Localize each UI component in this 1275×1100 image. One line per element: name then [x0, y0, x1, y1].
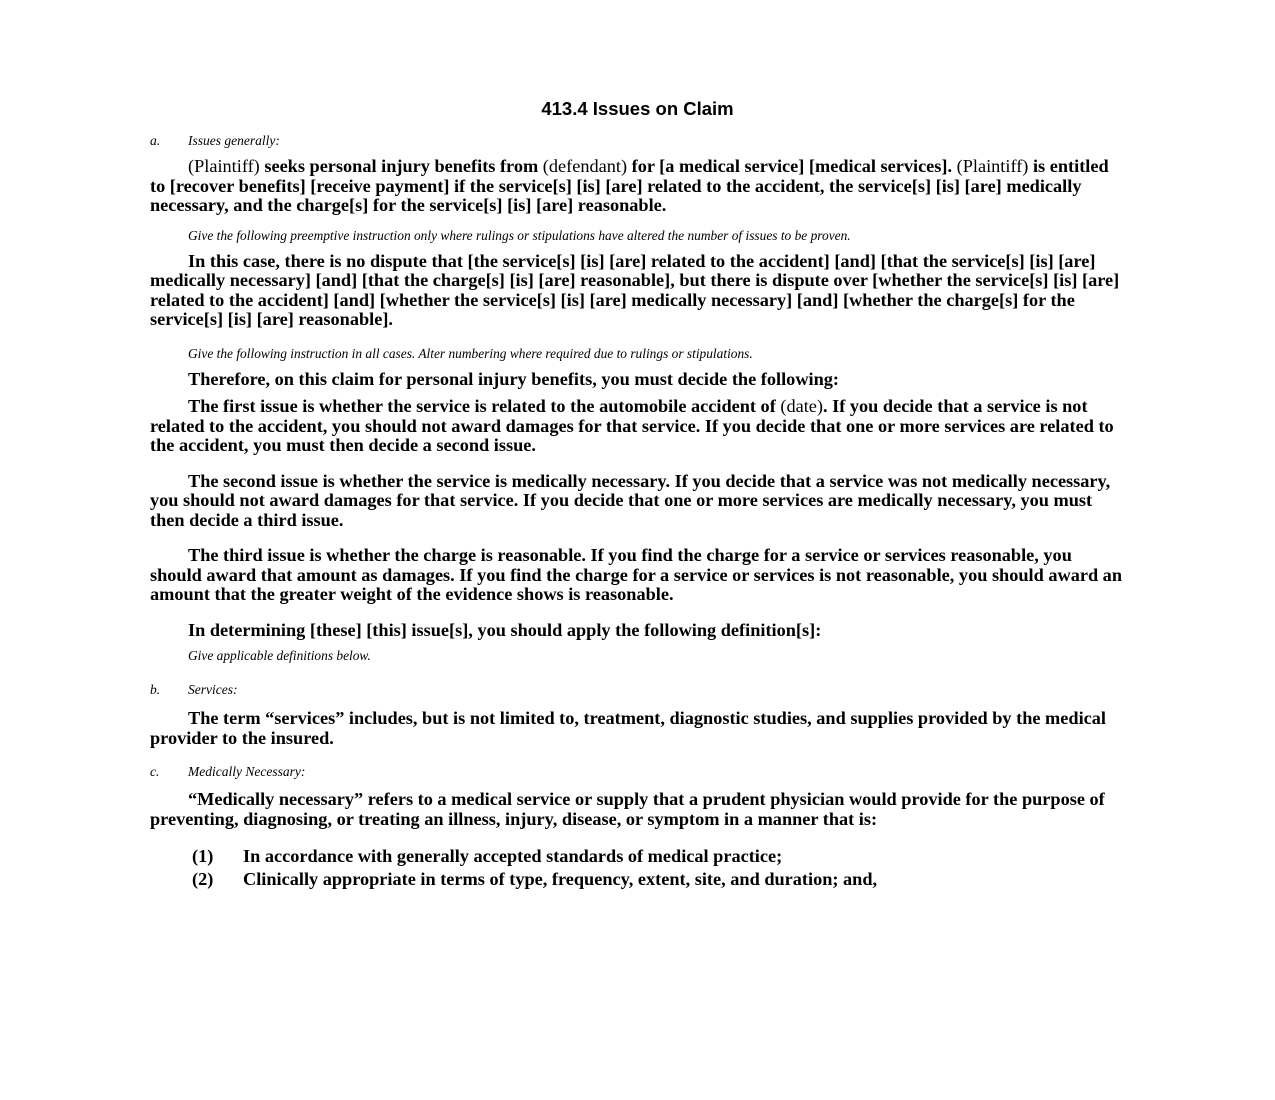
list-item	[192, 868, 1125, 891]
date-placeholder: (date)	[780, 396, 823, 416]
plaintiff-placeholder: (Plaintiff)	[956, 156, 1029, 176]
paragraph-third-issue: The third issue is whether the charge is reasonable. If you find the charge for a service or services reasonable, you should award that amount as damages. If you find the charge for a service or services is not reasonable, you should award an amount that the greater weight of the evidence shows is reasonable.	[150, 545, 1122, 604]
paragraph-first-issue	[150, 397, 1125, 456]
paragraph-second-issue: The second issue is whether the service is medically necessary. If you decide that a service was not medically necessary, you should not award damages for that service. If you decide that one or more services are medically necessary, you must then decide a third issue.	[150, 470, 1111, 530]
claim-text: is entitled to [recover benefits] [receive payment] if the service[s] [is] [are] related to the accident, the service[s] [is] [are] medically necessary, and the charge[s] for the service[s] [is] [are] reasonable.	[150, 156, 1109, 215]
section-a-heading	[150, 133, 1125, 149]
section-c-label: Medically Necessary:	[188, 764, 306, 779]
issue-text: . If you decide that a service is not related to the accident, you should not award damages for that service. If you decide that one or more services are related to the accident, you must then decide a second issue.	[150, 396, 1114, 455]
section-c-heading	[150, 764, 1125, 780]
section-c-letter: c.	[150, 764, 160, 779]
paragraph-medically-necessary-definition: “Medically necessary” refers to a medical service or supply that a prudent physician would provide for the purpose of preventing, diagnosing, or treating an illness, injury, disease, or symptom in a manner that is:	[150, 789, 1105, 829]
section-b-label: Services:	[188, 682, 238, 697]
list-item	[192, 845, 1125, 868]
page-title: 413.4 Issues on Claim	[541, 98, 734, 119]
document-body	[150, 98, 1125, 891]
section-b-heading	[150, 682, 1125, 698]
list-item-number: (1)	[192, 846, 214, 866]
section-b-letter: b.	[150, 682, 161, 697]
list-item-text: Clinically appropriate in terms of type, frequency, extent, site, and duration; and,	[243, 869, 878, 889]
instruction-note: Give applicable definitions below.	[188, 648, 371, 663]
paragraph-therefore: Therefore, on this claim for personal injury benefits, you must decide the following:	[188, 368, 839, 389]
issue-text: The first issue is whether the service is related to the automobile accident of	[188, 396, 781, 416]
paragraph-services-definition: The term “services” includes, but is not limited to, treatment, diagnostic studies, and supplies provided by the medical provider to the insured.	[150, 708, 1106, 748]
paragraph-claim-intro	[150, 157, 1125, 216]
claim-text: for [a medical service] [medical services].	[627, 156, 957, 176]
instruction-note: Give the following preemptive instruction only where rulings or stipulations have altered the number of issues to be proven.	[188, 227, 851, 243]
plaintiff-placeholder: (Plaintiff)	[188, 156, 260, 176]
defendant-placeholder: (defendant)	[542, 156, 628, 176]
section-a-label: Issues generally:	[188, 133, 280, 148]
claim-text: seeks personal injury benefits from	[259, 156, 543, 176]
paragraph-definitions-intro: In determining [these] [this] issue[s], you should apply the following definition[s]:	[188, 619, 822, 640]
section-a-letter: a.	[150, 133, 161, 148]
instruction-note: Give the following instruction in all cases. Alter numbering where required due to rulings or stipulations.	[188, 345, 753, 361]
list-item-text: In accordance with generally accepted standards of medical practice;	[243, 846, 783, 866]
criteria-list	[192, 845, 1125, 891]
list-item-number: (2)	[192, 869, 214, 889]
paragraph-dispute: In this case, there is no dispute that [the service[s] [is] [are] related to the accident] [and] [that the service[s] [is] [are] medically necessary] [and] [that the charge[s] [is] [are] reasonable], but there is dispute over [whether the service[s] [is] [are] related to the accident] [and] [whether the service[s] [is] [are] medically necessary] [and] [whether the charge[s] for the service[s] [is] [are] reasonable].	[150, 250, 1120, 329]
